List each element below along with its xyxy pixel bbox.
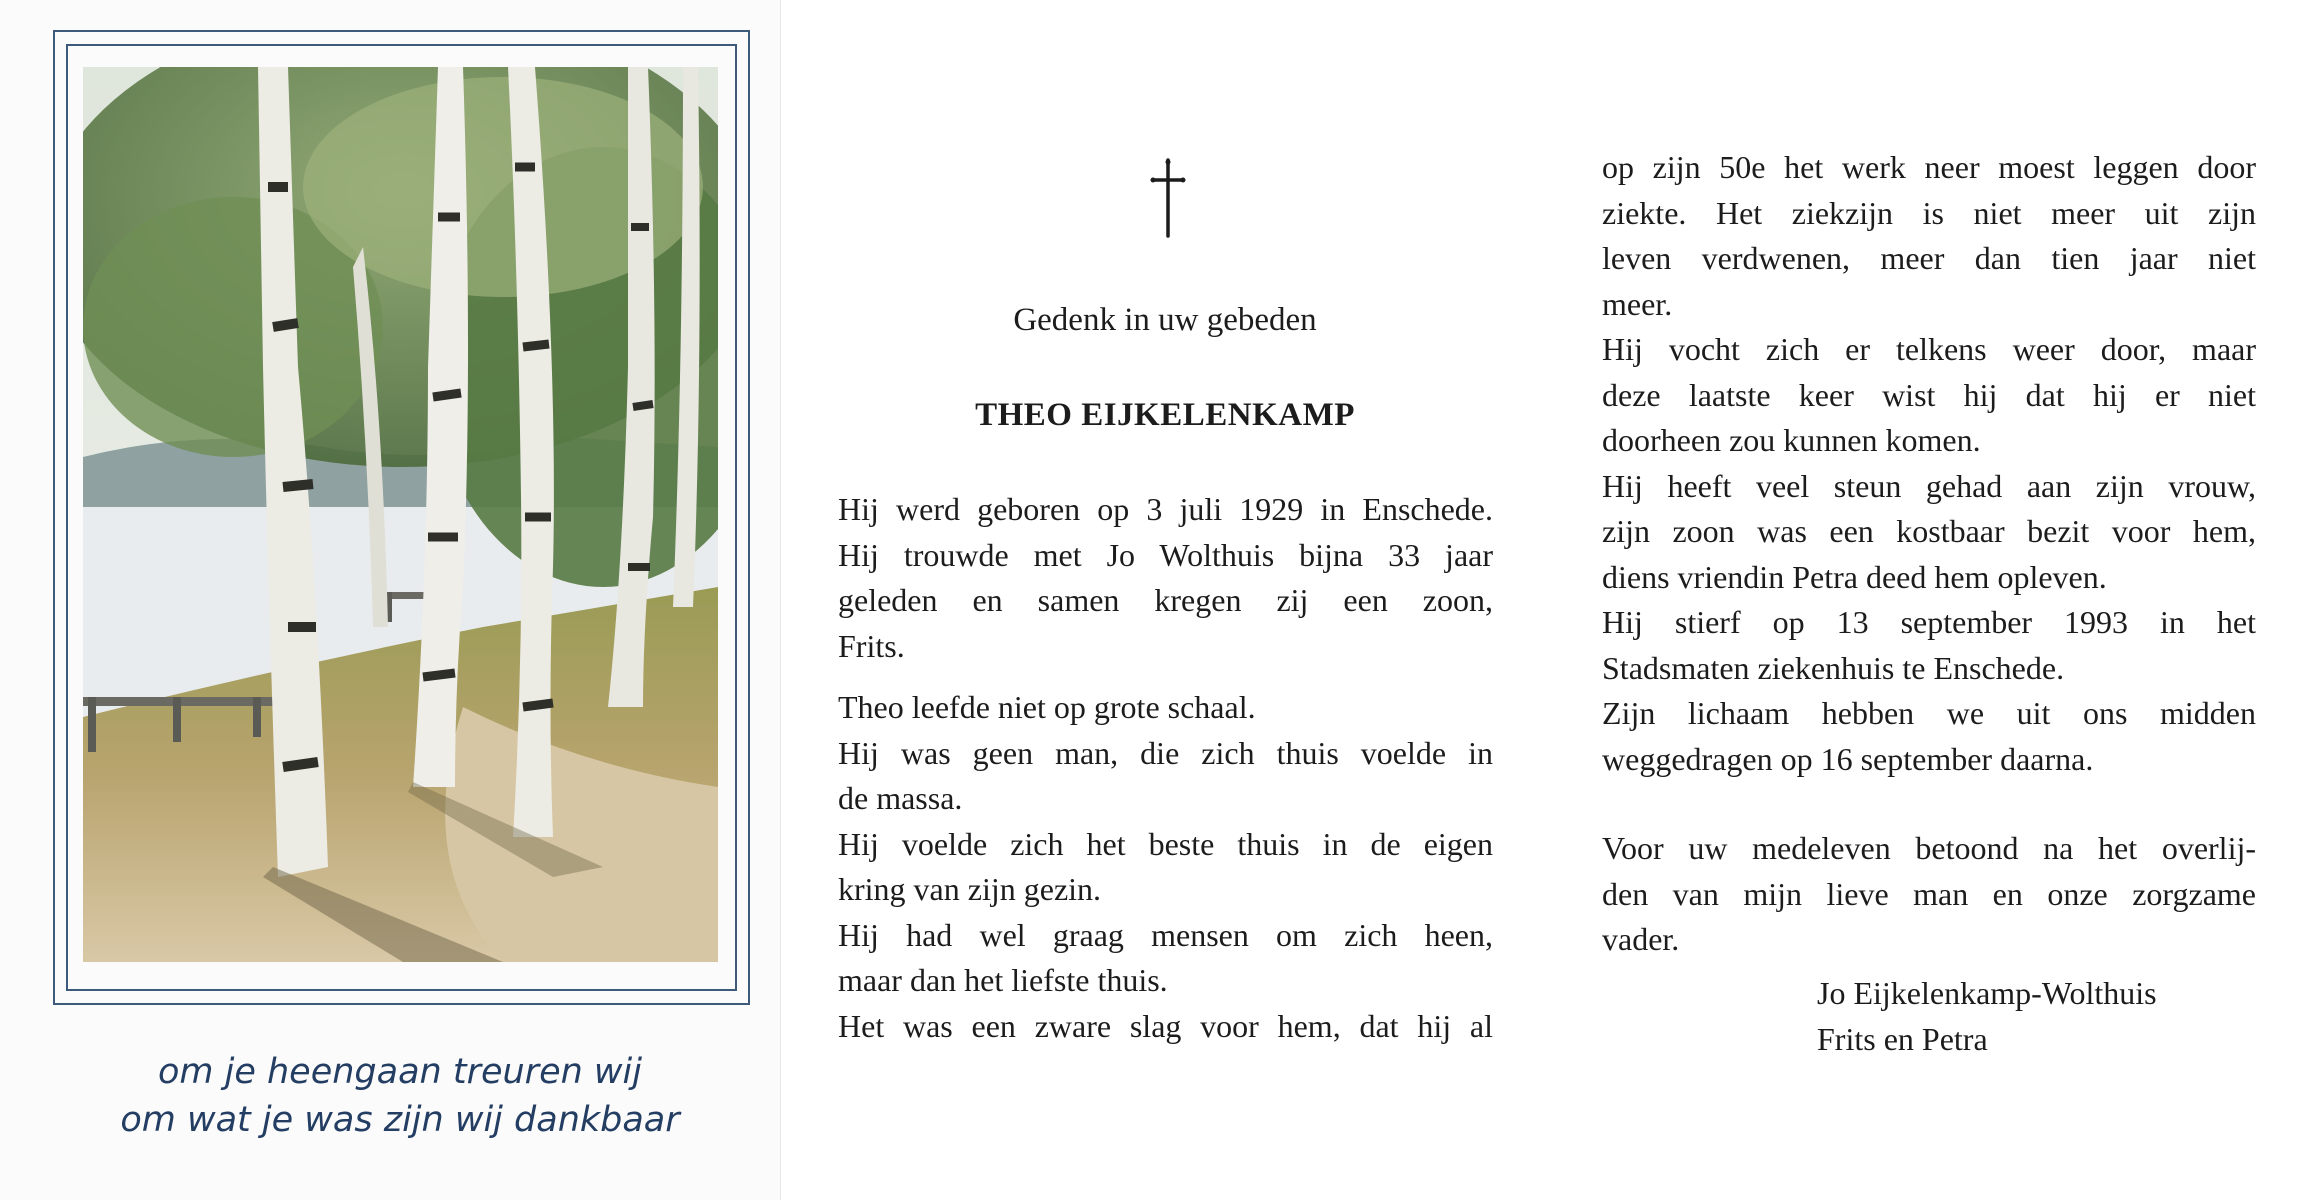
text-line: weggedragen op 16 september daarna. bbox=[1602, 740, 2094, 777]
paragraph-gratitude bbox=[1602, 826, 2256, 963]
memorial-verse bbox=[60, 1048, 740, 1144]
birch-lake-photo bbox=[83, 67, 718, 962]
text-line: meer. bbox=[1602, 285, 1673, 322]
text-line: Hij werd geboren op 3 juli 1929 in Enschede. bbox=[838, 491, 1493, 527]
verse-line-1: om je heengaan treuren wij bbox=[157, 1052, 642, 1092]
text-line: leven verdwenen, meer dan tien jaar niet bbox=[1602, 240, 2256, 276]
text-line: de massa. bbox=[838, 780, 963, 816]
text-line: deze laatste keer wist hij dat hij er niet bbox=[1602, 376, 2256, 413]
signature-line-2: Frits en Petra bbox=[1817, 1021, 1988, 1057]
text-line: Hij was geen man, die zich thuis voelde in bbox=[838, 734, 1493, 771]
signature-block bbox=[1817, 970, 2157, 1062]
text-line: Hij trouwde met Jo Wolthuis bijna 33 jaar bbox=[838, 536, 1493, 573]
text-line: Hij vocht zich er telkens weer door, maar bbox=[1602, 331, 2256, 367]
text-line: Frits. bbox=[838, 627, 905, 664]
text-line: geleden en samen kregen zij een zoon, bbox=[838, 582, 1493, 618]
text-line: Hij heeft veel steun gehad aan zijn vrouw, bbox=[1602, 467, 2256, 504]
text-column-right bbox=[1602, 145, 2256, 963]
text-line: diens vriendin Petra deed hem opleven. bbox=[1602, 558, 2107, 595]
text-line: zijn zoon was een kostbaar bezit voor hem, bbox=[1602, 513, 2256, 549]
text-line: Hij stierf op 13 september 1993 in het bbox=[1602, 604, 2256, 640]
signature-line-1: Jo Eijkelenkamp-Wolthuis bbox=[1817, 975, 2157, 1011]
text-line: Het was een zware slag voor hem, dat hij al bbox=[838, 1007, 1493, 1044]
paragraph-character bbox=[838, 685, 1493, 1049]
cross-icon bbox=[1148, 158, 1188, 238]
card-front bbox=[0, 0, 781, 1200]
text-line: op zijn 50e het werk neer moest leggen door bbox=[1602, 149, 2256, 185]
text-column-middle bbox=[838, 487, 1493, 1049]
text-line: den van mijn lieve man en onze zorgzame bbox=[1602, 875, 2256, 912]
deceased-name: THEO EIJKELENKAMP bbox=[975, 397, 1355, 433]
paragraph-illness-death bbox=[1602, 145, 2256, 782]
text-line: vader. bbox=[1602, 921, 1680, 957]
text-line: Stadsmaten ziekenhuis te Enschede. bbox=[1602, 649, 2065, 686]
birch-lake-illustration bbox=[83, 67, 718, 962]
text-line: kring van zijn gezin. bbox=[838, 871, 1102, 907]
text-line: Voor uw medeleven betoond na het overlij- bbox=[1602, 830, 2256, 866]
intro-line: Gedenk in uw gebeden bbox=[1013, 302, 1317, 338]
text-line: Hij had wel graag mensen om zich heen, bbox=[838, 916, 1493, 953]
text-line: maar dan het liefste thuis. bbox=[838, 962, 1168, 998]
text-line: doorheen zou kunnen komen. bbox=[1602, 422, 1981, 458]
verse-line-2: om wat je was zijn wij dankbaar bbox=[120, 1100, 680, 1140]
paragraph-birth-marriage bbox=[838, 487, 1493, 669]
text-line: ziekte. Het ziekzijn is niet meer uit zijn bbox=[1602, 194, 2256, 231]
text-line: Hij voelde zich het beste thuis in de eigen bbox=[838, 825, 1493, 862]
text-line: Zijn lichaam hebben we uit ons midden bbox=[1602, 695, 2256, 731]
text-line: Theo leefde niet op grote schaal. bbox=[838, 689, 1256, 725]
